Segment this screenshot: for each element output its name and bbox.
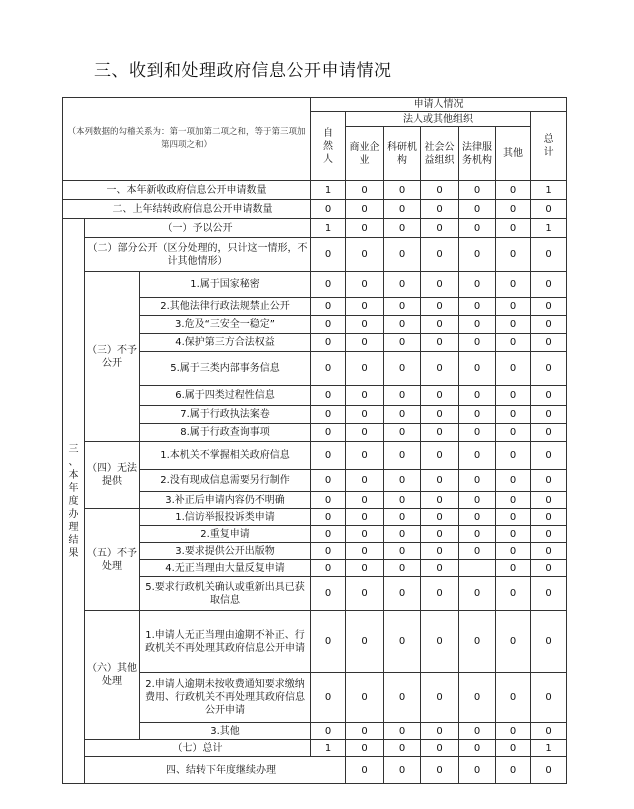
page-title: 三、收到和处理政府信息公开申请情况 (94, 61, 392, 81)
header-applicant: 申请人情况 (311, 98, 567, 112)
cell-value: 0 (384, 492, 421, 509)
cell-value: 0 (421, 334, 459, 352)
header-commercial: 商业企业 (346, 127, 384, 181)
cell-value: 1 (311, 219, 346, 238)
cell-value: 0 (531, 757, 567, 784)
row-label: 1.信访举报投诉类申请 (140, 509, 311, 526)
report-table (62, 97, 567, 784)
cell-value: 0 (496, 673, 531, 723)
header-law: 法律服务机构 (459, 127, 496, 181)
cell-value: 0 (421, 560, 459, 577)
cell-value: 0 (384, 577, 421, 611)
cell-value: 0 (421, 442, 459, 470)
cell-value: 0 (531, 492, 567, 509)
cell-value: 0 (346, 442, 384, 470)
cell-value: 0 (311, 560, 346, 577)
row-label: 3.其他 (140, 723, 311, 740)
cell-value: 0 (346, 200, 384, 219)
cell-value: 1 (311, 740, 346, 757)
cell-value: 0 (311, 526, 346, 543)
cell-value: 0 (421, 492, 459, 509)
table-row (63, 200, 567, 219)
cell-value: 0 (496, 470, 531, 492)
row-label: 5.属于三类内部事务信息 (140, 352, 311, 386)
cell-value: 0 (531, 560, 567, 577)
cell-value: 0 (346, 543, 384, 560)
cell-value: 0 (346, 334, 384, 352)
cell-value: 0 (459, 181, 496, 200)
row-label: 一、本年新收政府信息公开申请数量 (63, 181, 311, 200)
cell-value: 0 (346, 470, 384, 492)
cell-value: 0 (496, 509, 531, 526)
cell-value: 0 (384, 442, 421, 470)
cell-value: 0 (459, 723, 496, 740)
cell-value: 0 (346, 560, 384, 577)
cell-value: 0 (311, 577, 346, 611)
cell-value: 0 (346, 492, 384, 509)
cell-value: 0 (346, 406, 384, 424)
cell-value: 0 (311, 352, 346, 386)
cell-value: 0 (384, 272, 421, 298)
cell-value: 0 (421, 470, 459, 492)
row-label: （二）部分公开（区分处理的，只计这一情形，不计其他情形） (85, 238, 311, 272)
cell-value: 0 (311, 386, 346, 406)
row-label: 2.没有现成信息需要另行制作 (140, 470, 311, 492)
cell-value: 0 (311, 200, 346, 219)
table-row (63, 442, 567, 470)
cell-value: 0 (496, 577, 531, 611)
cell-value: 0 (496, 386, 531, 406)
row-label: （一）予以公开 (85, 219, 311, 238)
group-label-6: （六）其他处理 (85, 611, 140, 740)
cell-value: 0 (496, 723, 531, 740)
table-row (63, 509, 567, 526)
header-total: 总 计 (531, 112, 567, 181)
table-row (63, 611, 567, 673)
header-note: （本列数据的勾稽关系为：第一项加第二项之和，等于第三项加第四项之和） (63, 98, 311, 181)
cell-value: 0 (496, 352, 531, 386)
section-three-label: 三 、 本 年 度 办 理 结 果 (63, 219, 85, 784)
cell-value: 0 (311, 470, 346, 492)
cell-value: 0 (459, 406, 496, 424)
cell-value: 0 (346, 386, 384, 406)
cell-value: 0 (496, 757, 531, 784)
cell-value: 0 (421, 352, 459, 386)
cell-value: 0 (459, 316, 496, 334)
row-label: 2.其他法律行政法规禁止公开 (140, 298, 311, 316)
cell-value: 0 (311, 424, 346, 442)
cell-value: 0 (421, 298, 459, 316)
row-label: 4.无正当理由大量反复申请 (140, 560, 311, 577)
cell-value: 0 (531, 723, 567, 740)
cell-value: 0 (459, 757, 496, 784)
cell-value: 0 (384, 424, 421, 442)
cell-value: 1 (531, 181, 567, 200)
cell-value: 0 (384, 334, 421, 352)
row-label: 8.属于行政查询事项 (140, 424, 311, 442)
cell-value: 0 (496, 272, 531, 298)
cell-value: 0 (531, 238, 567, 272)
cell-value: 0 (346, 219, 384, 238)
cell-value: 0 (459, 200, 496, 219)
cell-value: 0 (421, 577, 459, 611)
row-label: 四、结转下年度继续办理 (85, 757, 346, 784)
cell-value: 0 (459, 673, 496, 723)
table-row (63, 272, 567, 298)
cell-value: 0 (421, 526, 459, 543)
cell-value: 0 (531, 272, 567, 298)
cell-value: 0 (421, 673, 459, 723)
cell-value: 0 (496, 181, 531, 200)
cell-value: 0 (459, 509, 496, 526)
cell-value: 0 (311, 673, 346, 723)
cell-value: 0 (311, 298, 346, 316)
row-label: 3.危及“三安全一稳定” (140, 316, 311, 334)
cell-value: 0 (311, 272, 346, 298)
cell-value: 0 (531, 509, 567, 526)
cell-value: 0 (459, 352, 496, 386)
row-label: 1.本机关不掌握相关政府信息 (140, 442, 311, 470)
row-label: 4.保护第三方合法权益 (140, 334, 311, 352)
cell-value: 0 (346, 238, 384, 272)
cell-value: 0 (346, 272, 384, 298)
cell-value: 0 (459, 442, 496, 470)
cell-value: 0 (459, 470, 496, 492)
cell-value: 0 (384, 526, 421, 543)
cell-value: 0 (384, 219, 421, 238)
cell-value: 0 (531, 352, 567, 386)
cell-value: 0 (311, 238, 346, 272)
row-label: 1.属于国家秘密 (140, 272, 311, 298)
cell-value: 0 (384, 200, 421, 219)
row-label: 2.申请人逾期未按收费通知要求缴纳费用、行政机关不再处理其政府信息公开申请 (140, 673, 311, 723)
cell-value: 0 (459, 334, 496, 352)
cell-value: 0 (346, 577, 384, 611)
cell-value: 0 (384, 406, 421, 424)
header-natural-person: 自 然 人 (311, 112, 346, 181)
cell-value: 0 (346, 526, 384, 543)
cell-value: 0 (459, 492, 496, 509)
cell-value: 0 (346, 673, 384, 723)
cell-value: 0 (496, 200, 531, 219)
cell-value: 0 (346, 181, 384, 200)
cell-value: 1 (311, 181, 346, 200)
cell-value: 0 (496, 406, 531, 424)
cell-value: 0 (531, 577, 567, 611)
cell-value: 0 (384, 543, 421, 560)
cell-value: 0 (421, 611, 459, 673)
row-label: （七）总计 (85, 740, 311, 757)
cell-value: 0 (459, 386, 496, 406)
cell-value: 0 (384, 723, 421, 740)
cell-value: 0 (459, 219, 496, 238)
cell-value: 0 (384, 560, 421, 577)
row-label: 2.重复申请 (140, 526, 311, 543)
cell-value: 0 (421, 740, 459, 757)
header-other: 其他 (496, 127, 531, 181)
header-row-1 (63, 98, 567, 112)
row-label: 1.申请人无正当理由逾期不补正、行政机关不再处理其政府信息公开申请 (140, 611, 311, 673)
table-row (63, 238, 567, 272)
cell-value: 0 (531, 334, 567, 352)
table-row (63, 740, 567, 757)
cell-value: 0 (346, 509, 384, 526)
row-label: 3.补正后申请内容仍不明确 (140, 492, 311, 509)
cell-value: 0 (384, 673, 421, 723)
cell-value: 0 (496, 740, 531, 757)
cell-value: 0 (346, 740, 384, 757)
cell-value: 0 (421, 181, 459, 200)
cell-value: 0 (459, 740, 496, 757)
cell-value: 0 (346, 611, 384, 673)
cell-value: 0 (459, 611, 496, 673)
cell-value: 0 (459, 272, 496, 298)
group-label-4: （四）无法提供 (85, 442, 140, 509)
table-row (63, 219, 567, 238)
cell-value: 0 (531, 406, 567, 424)
cell-value: 0 (496, 316, 531, 334)
cell-value: 0 (496, 238, 531, 272)
cell-value: 0 (496, 543, 531, 560)
cell-value: 0 (531, 386, 567, 406)
cell-value: 0 (346, 352, 384, 386)
cell-value: 0 (531, 611, 567, 673)
cell-value: 0 (531, 673, 567, 723)
cell-value: 0 (496, 611, 531, 673)
cell-value: 0 (496, 526, 531, 543)
cell-value: 0 (421, 200, 459, 219)
cell-value: 0 (384, 316, 421, 334)
cell-value: 0 (384, 298, 421, 316)
cell-value: 0 (311, 334, 346, 352)
header-research: 科研机构 (384, 127, 421, 181)
cell-value: 0 (531, 442, 567, 470)
cell-value: 0 (531, 298, 567, 316)
cell-value: 1 (531, 219, 567, 238)
cell-value: 0 (384, 386, 421, 406)
cell-value: 0 (311, 442, 346, 470)
cell-value: 0 (496, 560, 531, 577)
header-social: 社会公益组织 (421, 127, 459, 181)
row-label: 6.属于四类过程性信息 (140, 386, 311, 406)
group-label-3: （三）不予公开 (85, 272, 140, 442)
cell-value: 0 (311, 406, 346, 424)
cell-value: 0 (311, 492, 346, 509)
cell-value: 0 (496, 492, 531, 509)
table-row (63, 181, 567, 200)
table-row (63, 757, 567, 784)
cell-value: 0 (421, 543, 459, 560)
header-legal: 法人或其他组织 (346, 112, 531, 127)
cell-value: 0 (384, 352, 421, 386)
cell-value: 0 (421, 406, 459, 424)
cell-value: 0 (459, 543, 496, 560)
cell-value: 0 (531, 424, 567, 442)
cell-value: 0 (496, 219, 531, 238)
cell-value: 0 (496, 442, 531, 470)
cell-value: 0 (421, 757, 459, 784)
cell-value: 0 (496, 298, 531, 316)
row-label: 二、上年结转政府信息公开申请数量 (63, 200, 311, 219)
cell-value: 0 (311, 509, 346, 526)
cell-value: 0 (384, 238, 421, 272)
cell-value: 0 (421, 424, 459, 442)
cell-value: 0 (346, 723, 384, 740)
row-label: 5.要求行政机关确认或重新出具已获取信息 (140, 577, 311, 611)
cell-value: 0 (459, 424, 496, 442)
cell-value: 0 (384, 509, 421, 526)
cell-value: 0 (421, 386, 459, 406)
cell-value: 0 (459, 298, 496, 316)
group-label-5: （五）不予处理 (85, 509, 140, 611)
cell-value: 0 (346, 298, 384, 316)
cell-value: 0 (459, 526, 496, 543)
cell-value: 0 (421, 723, 459, 740)
cell-value: 0 (384, 757, 421, 784)
cell-value: 0 (459, 238, 496, 272)
cell-value: 0 (421, 509, 459, 526)
cell-value: 0 (496, 334, 531, 352)
cell-value: 0 (531, 543, 567, 560)
cell-value: 0 (384, 611, 421, 673)
cell-value: 0 (311, 543, 346, 560)
cell-value: 0 (531, 526, 567, 543)
cell-value: 0 (311, 316, 346, 334)
cell-value: 0 (496, 424, 531, 442)
cell-value: 0 (421, 272, 459, 298)
cell-value: 0 (421, 238, 459, 272)
cell-value: 0 (459, 577, 496, 611)
cell-value: 0 (421, 219, 459, 238)
cell-value: 0 (531, 470, 567, 492)
row-label: 7.属于行政执法案卷 (140, 406, 311, 424)
cell-value: 0 (421, 316, 459, 334)
cell-value: 0 (384, 470, 421, 492)
cell-value: 0 (531, 200, 567, 219)
cell-value: 1 (531, 740, 567, 757)
cell-value: 0 (531, 316, 567, 334)
row-label: 3.要求提供公开出版物 (140, 543, 311, 560)
cell-value: 0 (346, 424, 384, 442)
cell-value: 0 (346, 316, 384, 334)
cell-value: 0 (346, 757, 384, 784)
cell-value: 0 (384, 181, 421, 200)
cell-value: 0 (384, 740, 421, 757)
cell-value: 0 (311, 611, 346, 673)
cell-value (459, 560, 496, 577)
cell-value: 0 (311, 723, 346, 740)
